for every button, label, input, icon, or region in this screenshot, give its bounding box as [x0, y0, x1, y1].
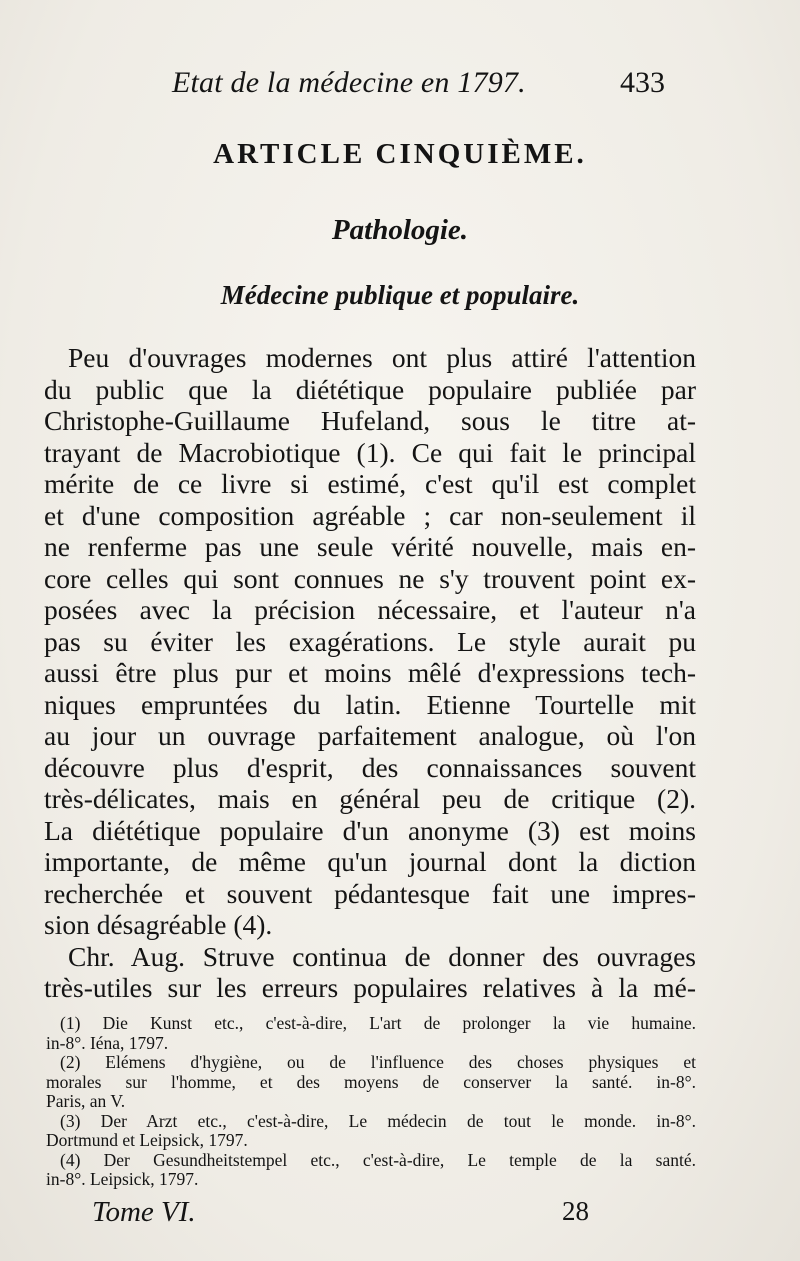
text-line: très-délicates, mais en général peu de critique (2).	[44, 783, 696, 814]
text-line: niques empruntées du latin. Etienne Tourtelle mit	[44, 688, 696, 720]
text-line: importante, de même qu'un journal dont la diction	[44, 846, 696, 877]
paragraph-1	[44, 342, 696, 941]
text-line: La diététique populaire d'un anonyme (3) est moins	[44, 814, 696, 846]
text-line: Peu d'ouvrages modernes ont plus attiré l'attention	[68, 342, 696, 373]
footnote-2	[46, 1053, 696, 1112]
text-line: recherchée et souvent pédantesque fait une impres-	[44, 877, 696, 909]
text-line: Christophe-Guillaume Hufeland, sous le titre at-	[44, 405, 696, 436]
footnote-line: (4) Der Gesundheitstempel etc., c'est-à-dire, Le temple de la santé.	[60, 1149, 696, 1170]
text-line: sion désagréable (4).	[44, 909, 273, 940]
footnote-3	[46, 1112, 696, 1151]
text-line: core celles qui sont connues ne s'y trouvent point ex-	[44, 562, 696, 594]
footnotes	[46, 1014, 696, 1190]
page-footer	[0, 1196, 800, 1232]
text-line: pas su éviter les exagérations. Le style aurait pu	[44, 625, 696, 657]
page-number: 433	[620, 66, 665, 99]
footnote-line: (2) Elémens d'hygiène, ou de l'influence des choses physiques et	[60, 1052, 696, 1072]
footnote-4	[46, 1151, 696, 1190]
running-head	[0, 62, 800, 106]
footnote-line: morales sur l'homme, et des moyens de conserver la santé. in-8°.	[46, 1071, 696, 1092]
footnote-line: Paris, an V.	[46, 1091, 126, 1111]
body-text	[44, 342, 696, 1004]
text-line: découvre plus d'esprit, des connaissances souvent	[44, 751, 696, 783]
text-line: au jour un ouvrage parfaitement analogue, où l'on	[44, 720, 696, 751]
paragraph-2	[44, 941, 696, 1004]
footnote-line: in-8°. Leipsick, 1797.	[46, 1169, 199, 1189]
section-heading: Pathologie.	[331, 214, 469, 246]
text-line: posées avec la précision nécessaire, et l'auteur n'a	[44, 594, 696, 625]
running-title: Etat de la médecine en 1797.	[172, 66, 526, 99]
text-line: du public que la diététique populaire publiée par	[44, 373, 696, 405]
text-line: et d'une composition agréable ; car non-seulement il	[44, 499, 696, 531]
text-line: ne renferme pas une seule vérité nouvelle, mais en-	[44, 531, 696, 562]
footnote-line: (1) Die Kunst etc., c'est-à-dire, L'art de prolonger la vie humaine.	[60, 1013, 696, 1033]
article-heading: ARTICLE CINQUIÈME.	[213, 138, 587, 170]
text-line: mérite de ce livre si estimé, c'est qu'il est complet	[44, 468, 696, 499]
footnote-1	[46, 1014, 696, 1053]
text-line: Chr. Aug. Struve continua de donner des ouvrages	[68, 940, 696, 972]
footnote-line: (3) Der Arzt etc., c'est-à-dire, Le médecin de tout le monde. in-8°.	[60, 1110, 696, 1131]
sheet-signature: 28	[562, 1196, 589, 1226]
volume-signature: Tome VI.	[92, 1196, 196, 1228]
subsection-heading: Médecine publique et populaire.	[220, 280, 580, 310]
footnote-line: Dortmund et Leipsick, 1797.	[46, 1130, 248, 1150]
text-line: trayant de Macrobiotique (1). Ce qui fait le principal	[44, 436, 696, 468]
footnote-line: in-8°. Iéna, 1797.	[46, 1032, 169, 1053]
text-line: aussi être plus pur et moins mêlé d'expressions tech-	[44, 657, 696, 688]
text-line: très-utiles sur les erreurs populaires relatives à la mé-	[44, 972, 696, 1003]
